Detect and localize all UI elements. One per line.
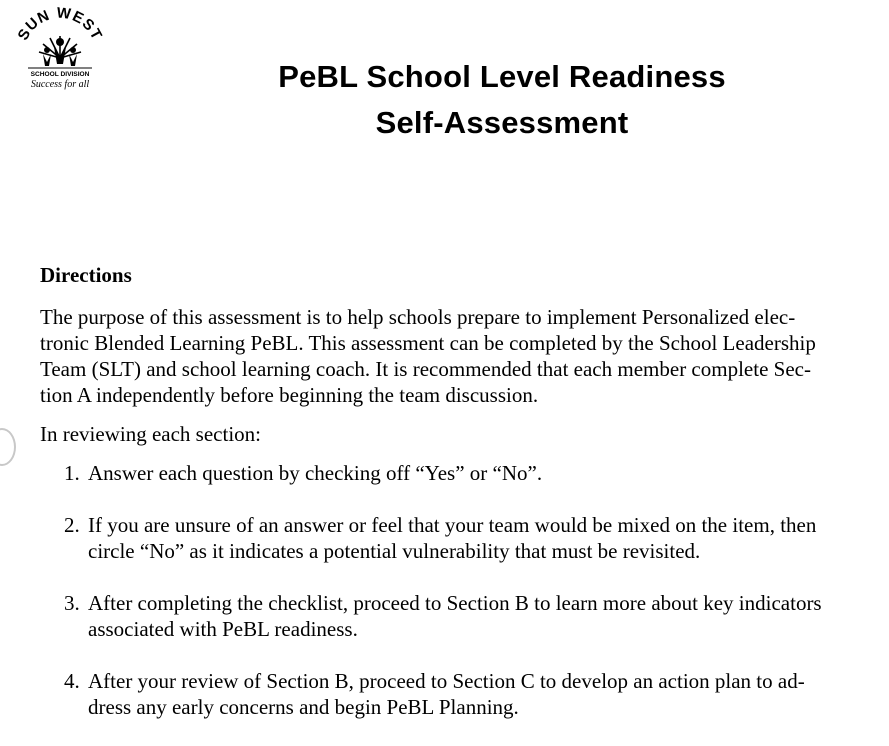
step-number: 1.	[64, 461, 80, 485]
sun-west-logo-graphic	[14, 6, 106, 98]
step-line: associated with PeBL readiness.	[88, 617, 358, 641]
step-line: After your review of Section B, proceed to Section C to develop an action plan to ad-	[88, 669, 805, 693]
purpose-paragraph	[40, 304, 876, 408]
purpose-line: tronic Blended Learning PeBL. This assessment can be completed by the School Leadership	[40, 331, 816, 355]
list-item	[40, 668, 876, 720]
step-number: 2.	[64, 513, 80, 537]
sun-west-logo	[14, 6, 106, 98]
logo-arc-text: SUN WEST	[14, 6, 106, 44]
document-title	[210, 54, 794, 146]
side-page-handle[interactable]	[0, 428, 16, 466]
step-text	[88, 668, 876, 720]
list-item	[40, 590, 876, 642]
steps-list	[40, 460, 876, 720]
logo-motto: Success for all	[30, 79, 90, 90]
purpose-line: tion A independently before beginning the team discussion.	[40, 383, 539, 407]
step-text	[88, 590, 876, 642]
step-text	[88, 460, 876, 486]
reviewing-intro: In reviewing each section:	[40, 422, 261, 446]
step-line: If you are unsure of an answer or feel that your team would be mixed on the item, then	[88, 513, 817, 537]
directions-section	[40, 262, 876, 746]
title-line-1: PeBL School Level Readiness	[278, 59, 726, 94]
purpose-line: Team (SLT) and school learning coach. It is recommended that each member complete Sec-	[40, 357, 811, 381]
step-text	[88, 512, 876, 564]
list-item	[40, 512, 876, 564]
title-line-2: Self-Assessment	[375, 105, 629, 140]
step-line: dress any early concerns and begin PeBL Planning.	[88, 695, 519, 719]
step-number: 3.	[64, 591, 80, 615]
step-number: 4.	[64, 669, 80, 693]
step-line: circle “No” as it indicates a potential vulnerability that must be revisited.	[88, 539, 701, 563]
list-item	[40, 460, 876, 486]
purpose-line: The purpose of this assessment is to help schools prepare to implement Personalized elec-	[40, 305, 796, 329]
step-line: After completing the checklist, proceed to Section B to learn more about key indicators	[88, 591, 822, 615]
directions-heading: Directions	[40, 263, 132, 287]
logo-org-text: SCHOOL DIVISION	[30, 71, 90, 78]
step-line: Answer each question by checking off “Yes” or “No”.	[88, 461, 543, 485]
